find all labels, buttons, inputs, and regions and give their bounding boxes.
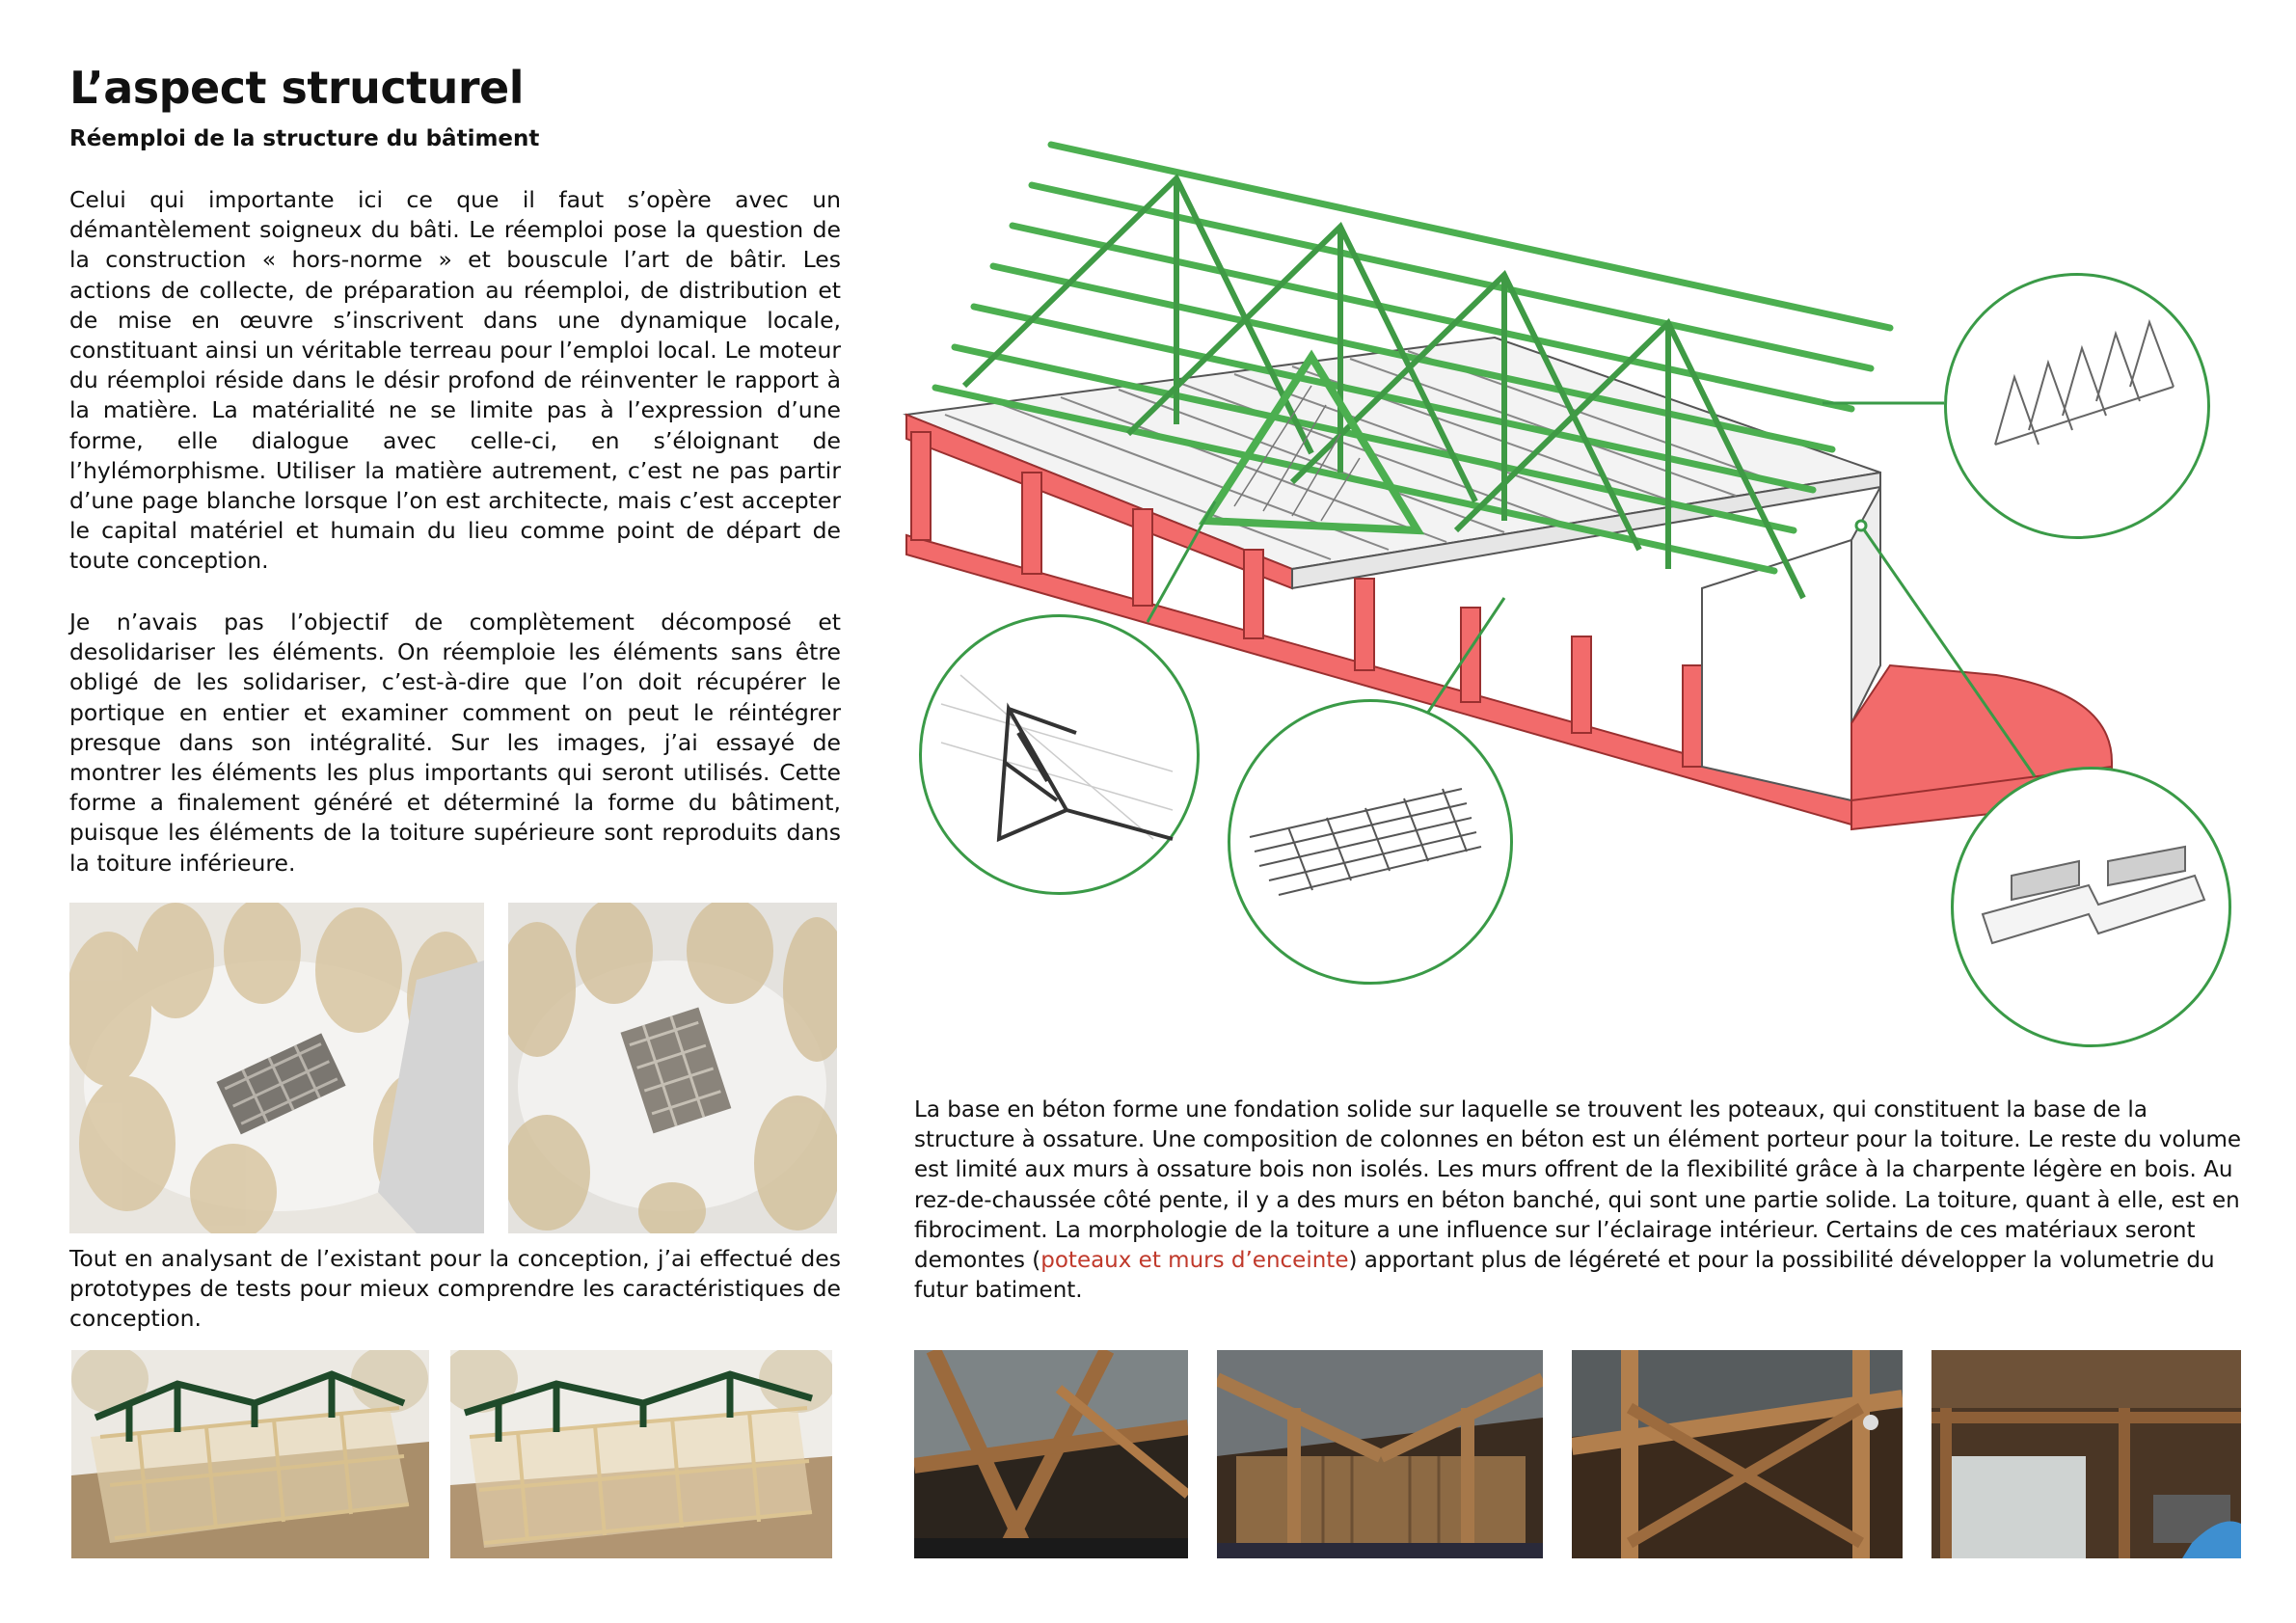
interior-photo-4 [1931,1350,2241,1558]
interior-photo-1 [914,1350,1188,1558]
interior-photo-3 [1572,1350,1903,1558]
interior-photo-2 [1217,1350,1543,1558]
structure-paragraph: La base en béton forme une fondation solide sur laquelle se trouvent les poteaux, qui constituent la base de la structure à ossature. Une composition de colonnes en béton est un élément porteur pour la toiture. Le reste du volume est limité aux murs à ossature bois non isolés. Les murs offrent de la flexibilité grâce à la charpente légère en bois. Au rez-de-chaussée côté pente, il y a des murs en béton banché, qui sont une partie solide. La toiture, quant à elle, est en fibrociment. La morphologie de la toiture a une influence sur l’éclairage intérieur. Certains de ces matériaux seront demontes (poteaux et murs d’enceinte) apportant plus de légéreté et pour la possibilité développer la volumetrie du futur batiment. [914,1097,2242,1304]
page-subtitle: Réemploi de la structure du bâtiment [69,126,540,151]
intro-paragraph: Celui qui importante ici ce que il faut s’opère avec un démantèlement soigneux du bâti. Le réemploi pose la question de la construction « hors-norme » et bouscule l’art de bâtir. Les actions de collecte, de préparation au réemploi, de distribution et de mise en œuvre s’inscrivent dans une dynamique locale, constituant ainsi un véritable terreau pour l’emploi local. Le moteur du réemploi réside dans le désir profond de réinventer le rapport à la matière. La matérialité ne se limite pas à l’expression d’une forme, elle dialogue avec celle-ci, en s’éloignant de l’hylémorphisme. Utiliser la matière autrement, c’est ne pas partir d’une page blanche lorsque l’on est architecte, mais c’est accepter le capital matériel et humain du lieu comme point de départ de toute conception. [69,186,841,575]
prototype-caption: Tout en analysant de l’existant pour la conception, j’ai effectué des prototypes de tests pour mieux comprendre les caractéristiques de conception. [69,1245,841,1333]
page-title: L’aspect structurel [69,62,524,114]
highlighted-elements: poteaux et murs d’enceinte [1040,1248,1349,1274]
reuse-paragraph: Je n’avais pas l’objectif de complètement décomposé et desolidariser les éléments. On réemploie les éléments sans être obligé de les solidariser, c’est-à-dire que l’on doit récupérer le portique en entier et examiner comment on peut le réintégrer presque dans son intégralité. Sur les images, j’ai essayé de montrer les éléments les plus importants qui seront utilisés. Cette forme a finalement généré et déterminé la forme du bâtiment, puisque les éléments de la toiture supérieure sont reproduits dans la toiture inférieure. [69,609,841,877]
